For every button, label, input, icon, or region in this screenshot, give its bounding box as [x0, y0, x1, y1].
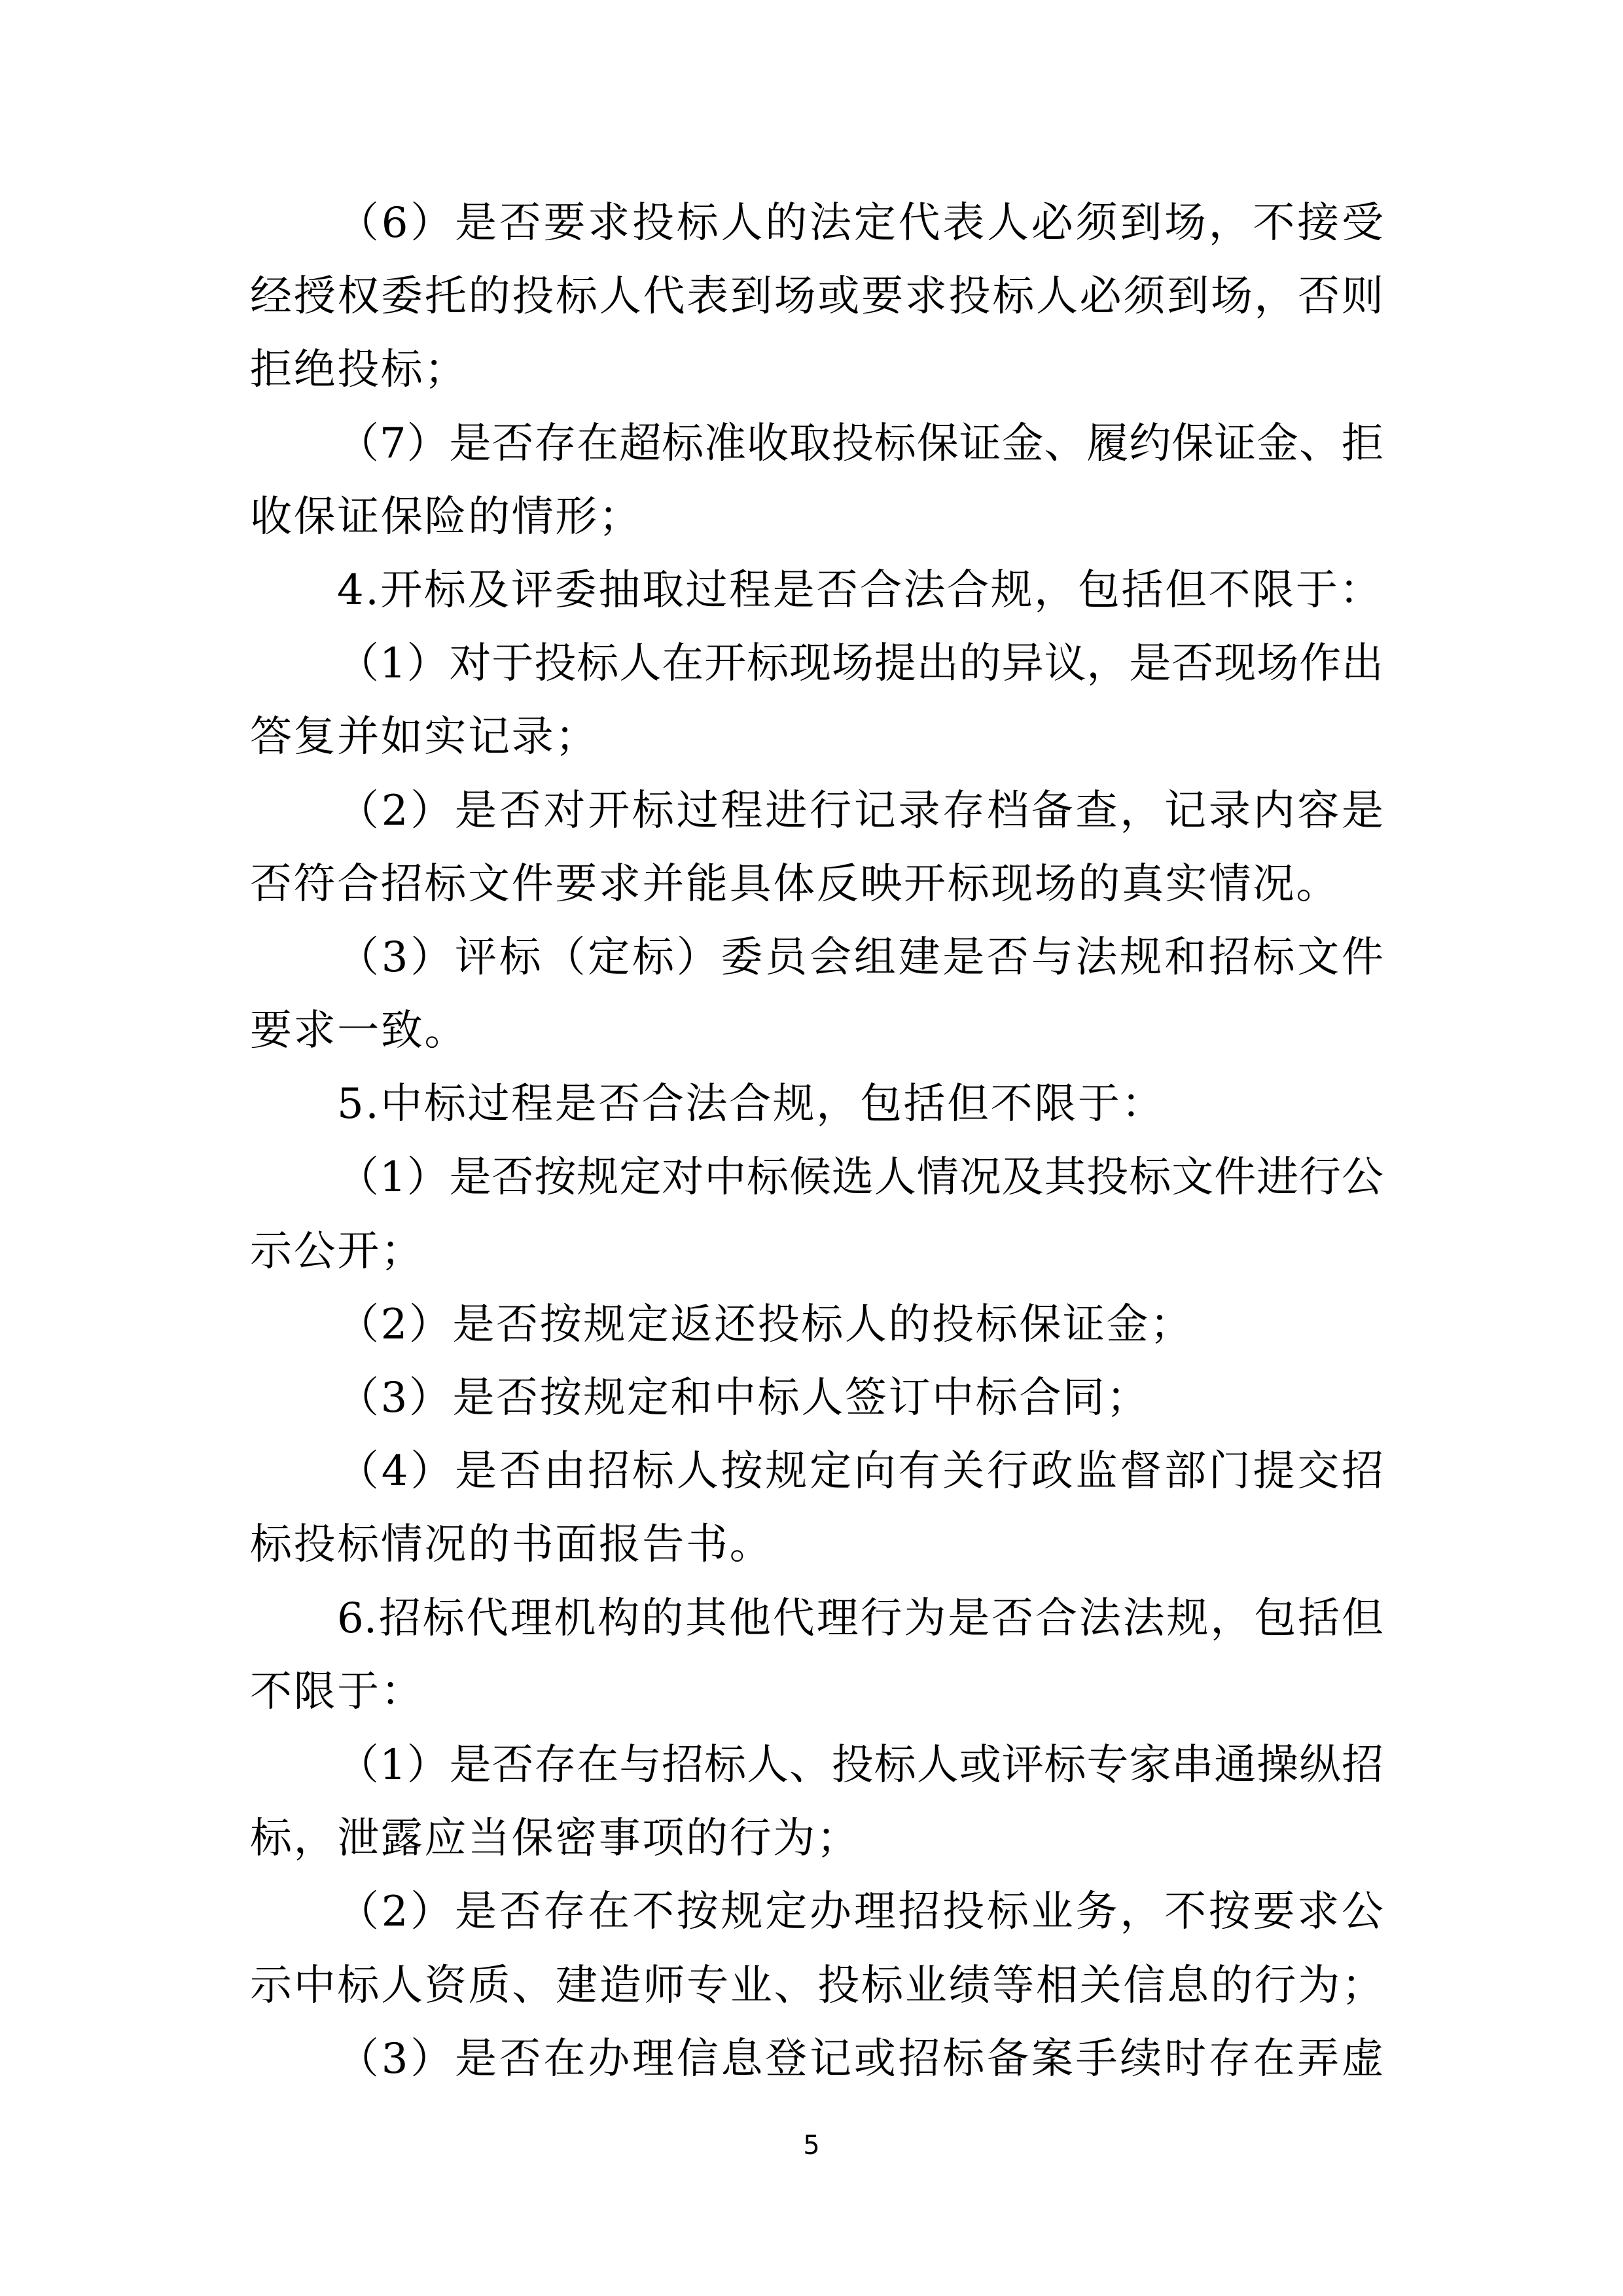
text-line: 经授权委托的投标人代表到场或要求投标人必须到场，否则 — [250, 272, 1383, 321]
body-text — [250, 187, 1383, 2096]
text-line: 标，泄露应当保密事项的行为； — [250, 1814, 861, 1863]
text-line: （2）是否存在不按规定办理招投标业务，不按要求公 — [337, 1888, 1383, 1937]
text-line: （6）是否要求投标人的法定代表人必须到场，不接受 — [337, 199, 1383, 247]
text-line: 示公开； — [250, 1227, 425, 1276]
text-line: 拒绝投标； — [250, 346, 468, 395]
text-line: 否符合招标文件要求并能具体反映开标现场的真实情况。 — [250, 859, 1340, 908]
text-line: 答复并如实记录； — [250, 713, 599, 762]
text-line: 4.开标及评委抽取过程是否合法合规，包括但不限于： — [337, 565, 1383, 615]
text-line: （2）是否按规定返还投标人的投标保证金； — [337, 1300, 1194, 1349]
text-line: （2）是否对开标过程进行记录存档备查，记录内容是 — [337, 786, 1383, 835]
text-line: 不限于： — [250, 1667, 425, 1716]
text-line: 示中标人资质、建造师专业、投标业绩等相关信息的行为； — [250, 1961, 1383, 2010]
text-line: 收保证保险的情形； — [250, 492, 643, 541]
page-number: 5 — [803, 2130, 820, 2161]
text-line: （7）是否存在超标准收取投标保证金、履约保证金、拒 — [337, 419, 1383, 468]
text-line: 要求一致。 — [250, 1007, 468, 1056]
text-line: （3）是否按规定和中标人签订中标合同； — [337, 1374, 1150, 1422]
text-line: （1）是否存在与招标人、投标人或评标专家串通操纵招 — [337, 1740, 1383, 1789]
text-line: （4）是否由招标人按规定向有关行政监督部门提交招 — [337, 1447, 1383, 1496]
text-line: （3）评标（定标）委员会组建是否与法规和招标文件 — [337, 933, 1383, 982]
text-line: 标投标情况的书面报告书。 — [250, 1520, 774, 1570]
text-line: 5.中标过程是否合法合规，包括但不限于： — [337, 1080, 1166, 1129]
text-line: 6.招标代理机构的其他代理行为是否合法法规，包括但 — [337, 1594, 1383, 1643]
text-line: （1）对于投标人在开标现场提出的异议，是否现场作出 — [337, 639, 1383, 689]
text-line: （1）是否按规定对中标候选人情况及其投标文件进行公 — [337, 1153, 1383, 1202]
text-line: （3）是否在办理信息登记或招标备案手续时存在弄虚 — [337, 2034, 1383, 2083]
